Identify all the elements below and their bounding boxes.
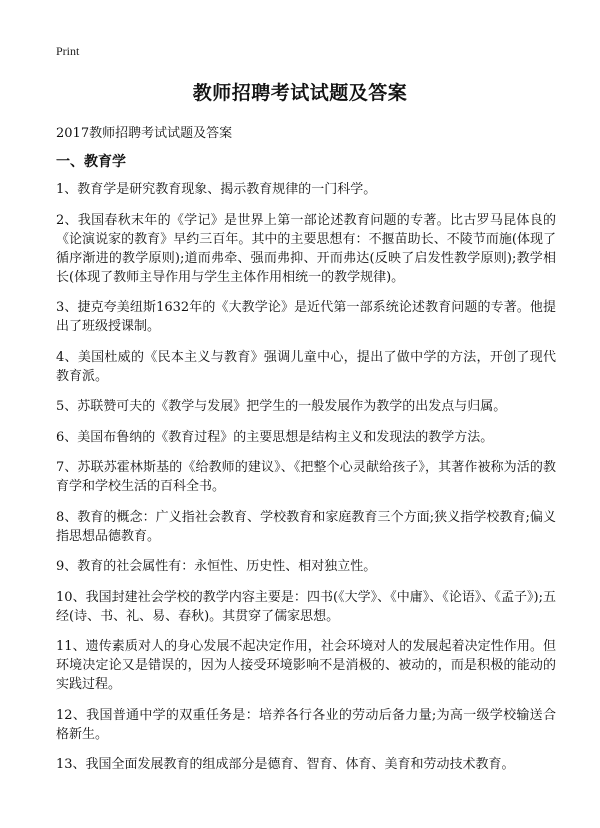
list-item: 1、教育学是研究教育现象、揭示教育规律的一门科学。 (56, 182, 377, 197)
document-title: 教师招聘考试试题及答案 (192, 82, 408, 104)
list-item: 10、我国封建社会学校的教学内容主要是：四书(《大学》、《中庸》、《论语》、《孟子》);五经(诗、书、礼、易、春秋)。其贯穿了儒家思想。 (56, 589, 556, 624)
list-item: 4、美国杜威的《民本主义与教育》强调儿童中心，提出了做中学的方法，开创了现代教育派。 (56, 349, 556, 384)
section-heading: 一、教育学 (56, 154, 126, 170)
list-item: 7、苏联苏霍林斯基的《给教师的建议》、《把整个心灵献给孩子》，其著作被称为活的教育学和学校生活的百科全书。 (56, 460, 556, 494)
print-link[interactable]: Print (56, 44, 80, 58)
list-item: 2、我国春秋末年的《学记》是世界上第一部论述教育问题的专著。比古罗马昆体良的《论演说家的教育》早约三百年。其中的主要思想有：不揠苗助长、不陵节而施(体现了循序渐进的教学原则);道而弗牵、强而弗抑、开而弗达(反映了启发性教学原则);教学相长(体现了教师主导作用与学生主体作用相统一的教学规律)。 (56, 212, 556, 285)
list-item: 5、苏联赞可夫的《教学与发展》把学生的一般发展作为教学的出发点与归属。 (56, 399, 507, 414)
list-item: 12、我国普通中学的双重任务是：培养各行各业的劳动后备力量;为高一级学校输送合格新生。 (56, 707, 556, 742)
question-list (56, 180, 556, 786)
document-subtitle: 2017教师招聘考试试题及答案 (56, 126, 233, 141)
list-item: 9、教育的社会属性有：永恒性、历史性、相对独立性。 (56, 559, 377, 574)
list-item: 13、我国全面发展教育的组成部分是德育、智育、体育、美育和劳动技术教育。 (56, 757, 515, 772)
list-item: 6、美国布鲁纳的《教育过程》的主要思想是结构主义和发现法的教学方法。 (56, 429, 494, 445)
list-item: 8、教育的概念：广义指社会教育、学校教育和家庭教育三个方面;狭义指学校教育;偏义指思想品德教育。 (56, 509, 556, 544)
list-item: 11、遗传素质对人的身心发展不起决定作用，社会环境对人的发展起着决定性作用。但环境决定论又是错误的，因为人接受环境影响不是消极的、被动的，而是积极的能动的实践过程。 (56, 639, 556, 692)
list-item: 3、捷克夸美纽斯1632年的《大教学论》是近代第一部系统论述教育问题的专著。他提出了班级授课制。 (56, 300, 556, 334)
